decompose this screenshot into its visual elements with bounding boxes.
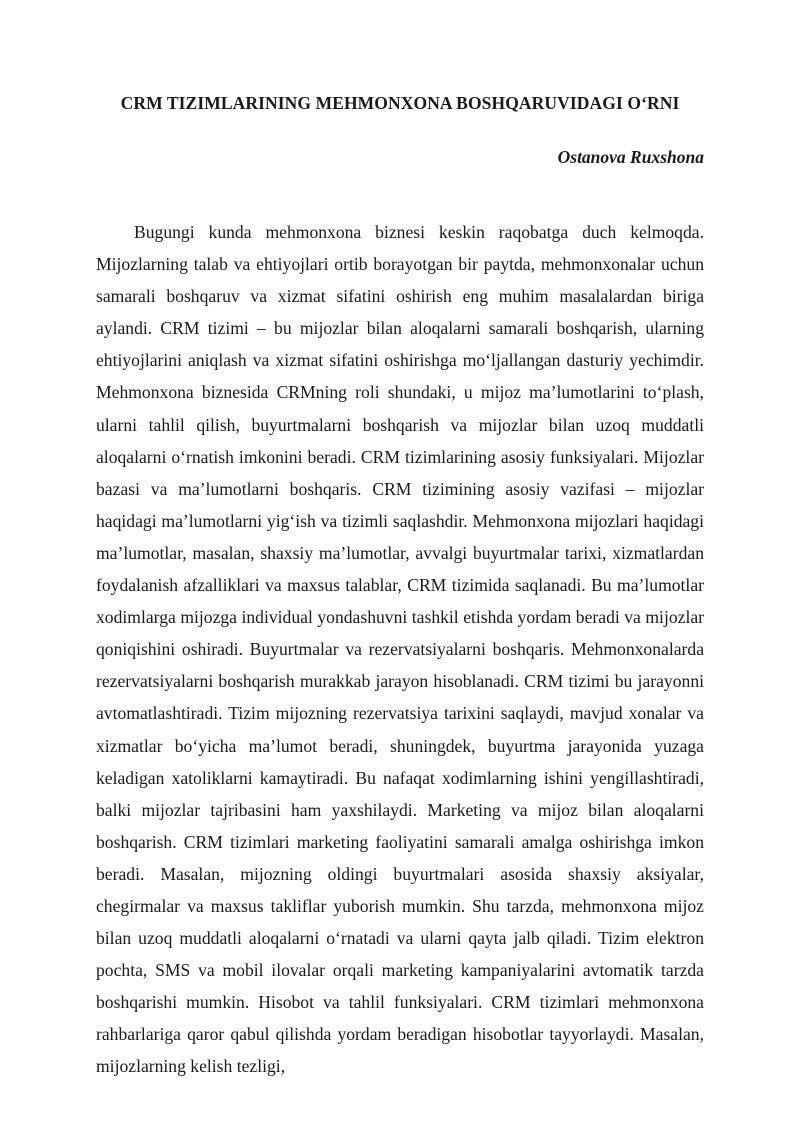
document-title: CRM TIZIMLARINING MEHMONXONA BOSHQARUVIDAGI O‘RNI <box>120 93 680 113</box>
body-paragraph: Bugungi kunda mehmonxona biznesi keskin raqobatga duch kelmoqda. Mijozlarning talab va ehtiyojlari ortib borayotgan bir paytda, mehmonxonalar uchun samarali boshqaruv va xizmat sifatini oshirish eng muhim masalalardan biriga aylandi. CRM tizimi – bu mijozlar bilan aloqalarni samarali boshqarish, ularning ehtiyojlarini aniqlash va xizmat sifatini oshirishga mo‘ljallangan dasturiy yechimdir. Mehmonxona biznesida CRMning roli shundaki, u mijoz ma’lumotlarini to‘plash, ularni tahlil qilish, buyurtmalarni boshqarish va mijozlar bilan uzoq muddatli aloqalarni o‘rnatish imkonini beradi. CRM tizimlarining asosiy funksiyalari. Mijozlar bazasi va ma’lumotlarni boshqaris. CRM tizimining asosiy vazifasi – mijozlar haqidagi ma’lumotlarni yig‘ish va tizimli saqlashdir. Mehmonxona mijozlari haqidagi ma’lumotlar, masalan, shaxsiy ma’lumotlar, avvalgi buyurtmalar tarixi, xizmatlardan foydalanish afzalliklari va maxsus talablar, CRM tizimida saqlanadi. Bu ma’lumotlar xodimlarga mijozga individual yondashuvni tashkil etishda yordam beradi va mijozlar qoniqishini oshiradi. Buyurtmalar va rezervatsiyalarni boshqaris. Mehmonxonalarda rezervatsiyalarni boshqarish murakkab jarayon hisoblanadi. CRM tizimi bu jarayonni avtomatlashtiradi. Tizim mijozning rezervatsiya tarixini saqlaydi, mavjud xonalar va xizmatlar bo‘yicha ma’lumot beradi, shuningdek, buyurtma jarayonida yuzaga keladigan xatoliklarni kamaytiradi. Bu nafaqat xodimlarning ishini yengillashtiradi, balki mijozlar tajribasini ham yaxshilaydi. Marketing va mijoz bilan aloqalarni boshqarish. CRM tizimlari marketing faoliyatini samarali amalga oshirishga imkon beradi. Masalan, mijozning oldingi buyurtmalari asosida shaxsiy aksiyalar, chegirmalar va maxsus takliflar yuborish mumkin. Shu tarzda, mehmonxona mijoz bilan uzoq muddatli aloqalarni o‘rnatadi va ularni qayta jalb qiladi. Tizim elektron pochta, SMS va mobil ilovalar orqali marketing kampaniyalarini avtomatik tarzda boshqarishi mumkin. Hisobot va tahlil funksiyalari. CRM tizimlari mehmonxona rahbarlariga qaror qabul qilishda yordam beradigan hisobotlar tayyorlaydi. Masalan, mijozlarning kelish tezligi, <box>96 222 704 1077</box>
author-name: Ostanova Ruxshona <box>557 147 704 167</box>
